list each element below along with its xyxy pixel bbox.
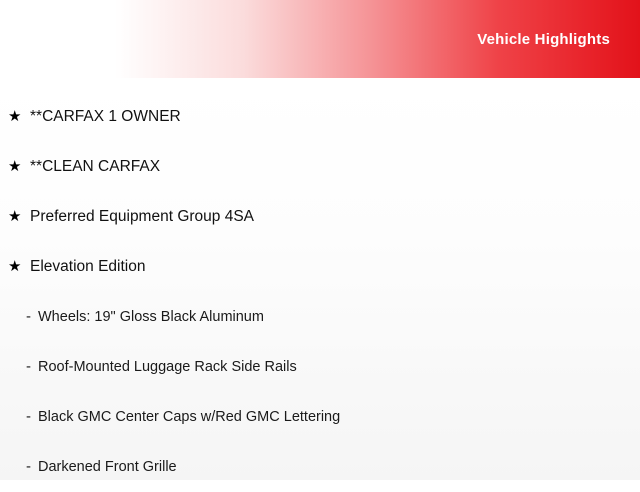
star-icon: ★ bbox=[8, 158, 22, 175]
list-item bbox=[0, 92, 640, 142]
list-item-label: Preferred Equipment Group 4SA bbox=[30, 208, 255, 225]
list-item bbox=[0, 292, 640, 342]
header-banner bbox=[0, 0, 640, 78]
list-item bbox=[0, 142, 640, 192]
list-item-label: Elevation Edition bbox=[30, 258, 146, 275]
list-item bbox=[0, 442, 640, 492]
list-item bbox=[0, 192, 640, 242]
highlights-list bbox=[0, 92, 640, 492]
dash-icon: - bbox=[26, 358, 31, 375]
list-item-label: Roof-Mounted Luggage Rack Side Rails bbox=[38, 359, 297, 375]
list-item bbox=[0, 342, 640, 392]
dash-icon: - bbox=[26, 458, 31, 475]
highlights-section bbox=[0, 78, 640, 480]
list-item-label: Black GMC Center Caps w/Red GMC Lettering bbox=[38, 409, 341, 425]
list-item-label: Wheels: 19" Gloss Black Aluminum bbox=[38, 309, 264, 325]
list-item-label: **CARFAX 1 OWNER bbox=[30, 108, 181, 125]
list-item-label: Darkened Front Grille bbox=[38, 459, 177, 475]
star-icon: ★ bbox=[8, 108, 22, 125]
star-icon: ★ bbox=[8, 208, 22, 225]
dash-icon: - bbox=[26, 408, 31, 425]
list-item bbox=[0, 392, 640, 442]
list-item-label: **CLEAN CARFAX bbox=[30, 158, 161, 175]
page-title: Vehicle Highlights bbox=[477, 30, 610, 48]
list-item bbox=[0, 242, 640, 292]
star-icon: ★ bbox=[8, 258, 22, 275]
dash-icon: - bbox=[26, 308, 31, 325]
